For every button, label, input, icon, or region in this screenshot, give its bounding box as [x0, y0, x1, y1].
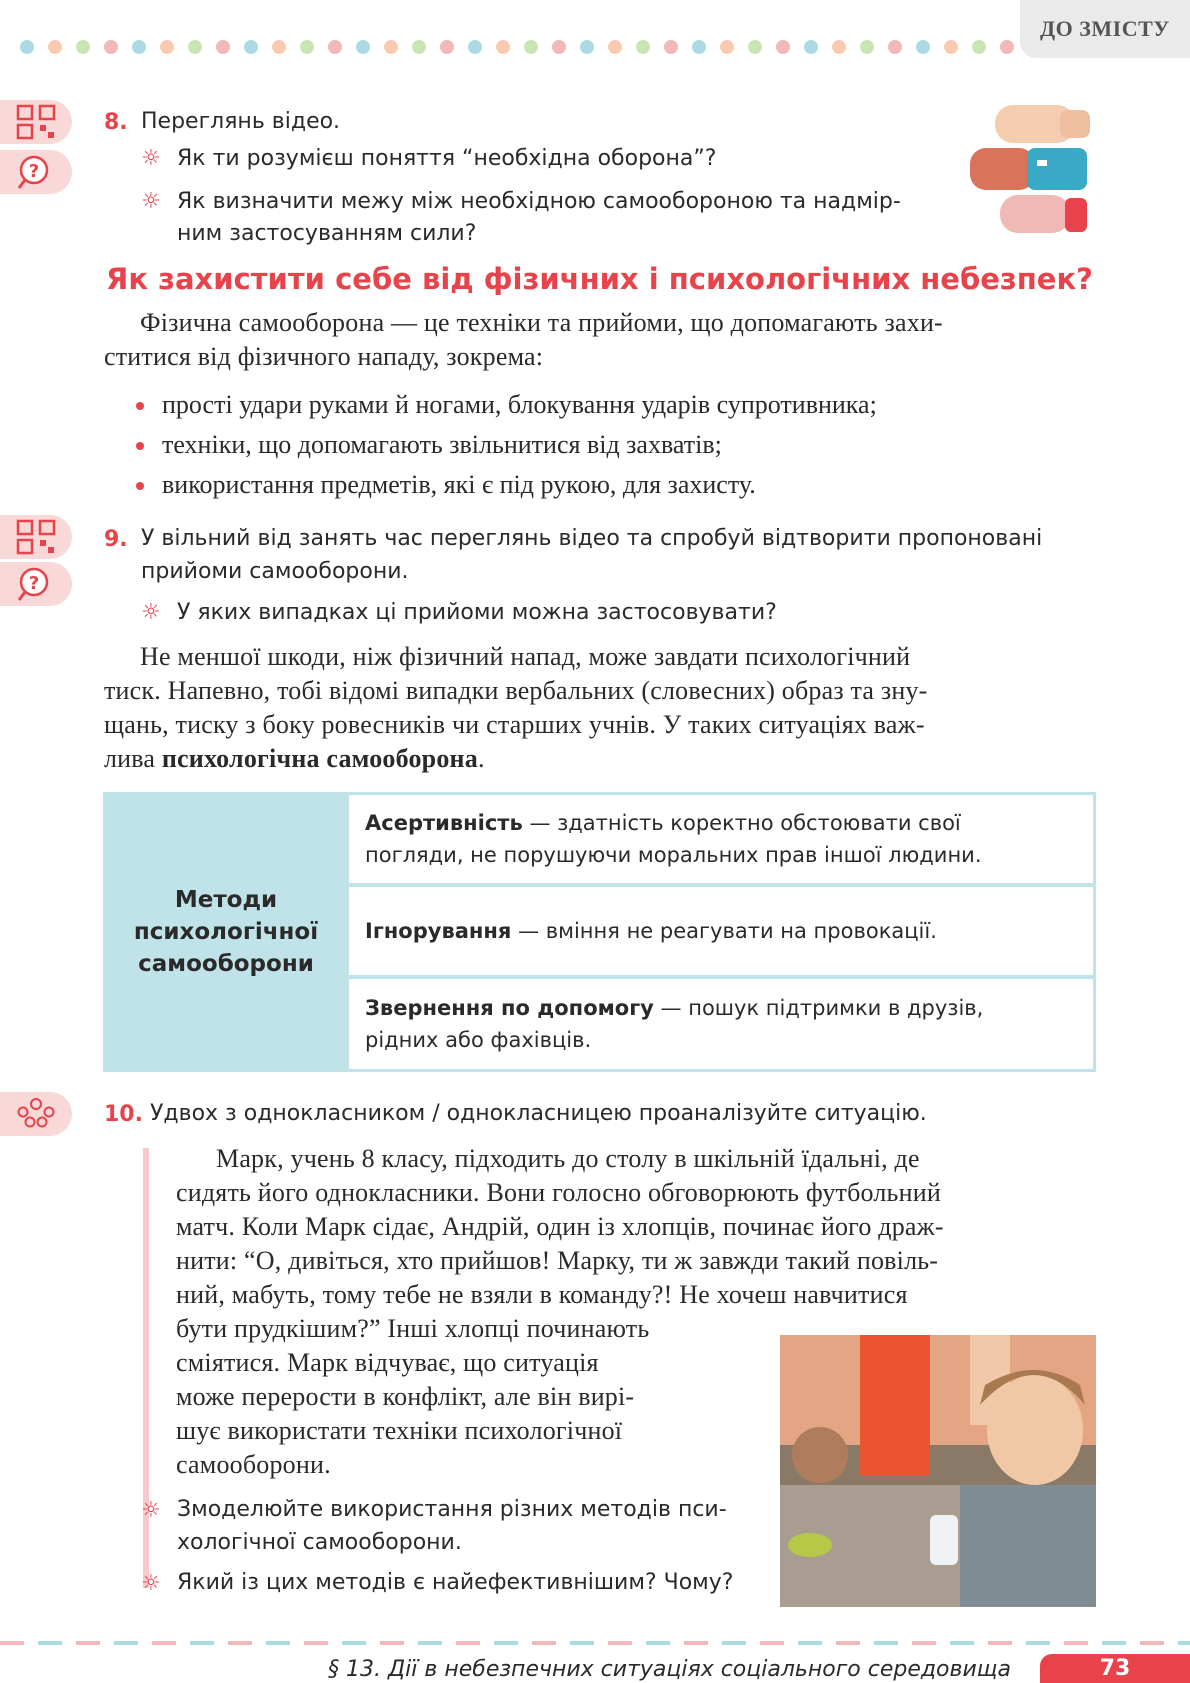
border-dot [300, 40, 314, 54]
task-10-question-2: Який із цих методів є найефективнішим? Чому? [177, 1570, 734, 1595]
border-dot [692, 40, 706, 54]
border-dot [132, 40, 146, 54]
bullet-star-icon: ☼ [141, 1498, 161, 1523]
border-dot [776, 40, 790, 54]
story-line-5: ний, мабуть, тому тебе не взяли в команду?! Не хочеш навчитися [176, 1280, 908, 1309]
bullet-star-icon: ☼ [141, 1571, 161, 1596]
border-dot [356, 40, 370, 54]
border-dot [384, 40, 398, 54]
border-dot [580, 40, 594, 54]
border-dot [440, 40, 454, 54]
svg-text:?: ? [28, 573, 40, 594]
border-dot [412, 40, 426, 54]
question-tab [0, 562, 72, 606]
task-8-text: Переглянь відео. [141, 109, 341, 134]
border-dot [636, 40, 650, 54]
border-dot [944, 40, 958, 54]
bottom-dashed-border [0, 1641, 1190, 1645]
task-10-text: Удвох з однокласником / однокласницею проаналізуйте ситуацію. [150, 1101, 927, 1126]
border-dot [608, 40, 622, 54]
chapter-footer: § 13. Дії в небезпечних ситуаціях соціального середовища [328, 1657, 1011, 1682]
qr-code-icon [16, 519, 56, 555]
qr-video-tab[interactable] [0, 100, 72, 144]
task-number-9: 9. [104, 527, 128, 552]
task-10-question-1: Змоделюйте використання різних методів пси- [177, 1497, 727, 1522]
border-dot [888, 40, 902, 54]
pressure-line-2: тиск. Напевно, тобі відомі випадки вербальних (словесних) образ та зну- [104, 676, 928, 705]
pressure-line-4: лива психологічна самооборона. [104, 744, 485, 773]
cafeteria-photo [780, 1335, 1096, 1607]
key-term: психологічна самооборона [161, 744, 478, 773]
border-dot [524, 40, 538, 54]
intro-line-1: Фізична самооборона — це техніки та прийоми, що допомагають захи- [140, 308, 943, 337]
fists-illustration [965, 100, 1095, 240]
qr-video-tab[interactable] [0, 515, 72, 559]
border-dot [48, 40, 62, 54]
question-magnifier-icon [16, 153, 56, 191]
story-line-1: Марк, учень 8 класу, підходить до столу в шкільній їдальні, де [216, 1144, 920, 1173]
group-people-icon [15, 1096, 57, 1132]
method-asking-help: Звернення по допомогу — пошук підтримки в друзів, рідних або фахівців. [349, 979, 1093, 1069]
task-number-8: 8. [104, 110, 128, 135]
task-9-line-1: У вільний від занять час переглянь відео та спробуй відтворити пропоновані [141, 526, 1043, 551]
self-defense-list [134, 385, 877, 505]
bullet-star-icon: ☼ [141, 146, 161, 171]
list-item: прості удари руками й ногами, блокування ударів супротивника; [134, 385, 877, 425]
methods-table [103, 792, 1096, 1072]
bullet-star-icon: ☼ [141, 600, 161, 625]
task-8-question-2-cont: ним застосуванням сили? [177, 221, 477, 246]
border-dot [720, 40, 734, 54]
task-8-question-2: Як визначити межу між необхідною самообороною та надмір- [177, 189, 901, 214]
story-line-4: нити: “О, дивіться, хто прийшов! Марку, ти ж завжди такий повіль- [176, 1246, 939, 1275]
border-dot [972, 40, 986, 54]
method-assertiveness: Асертивність — здатність коректно обстоювати свої погляди, не порушуючи моральних прав іншої людини. [349, 795, 1093, 883]
top-dotted-border [20, 40, 1020, 56]
question-magnifier-icon [16, 565, 56, 603]
border-dot [104, 40, 118, 54]
story-line-2: сидять його однокласники. Вони голосно обговорюють футбольний [176, 1178, 941, 1207]
list-item: техніки, що допомагають звільнитися від захватів; [134, 425, 877, 465]
method-ignoring: Ігнорування — вміння не реагувати на провокації. [349, 887, 1093, 975]
border-dot [76, 40, 90, 54]
border-dot [244, 40, 258, 54]
border-dot [552, 40, 566, 54]
story-line-7: сміятися. Марк відчуває, що ситуація [176, 1348, 599, 1377]
border-dot [664, 40, 678, 54]
border-dot [1000, 40, 1014, 54]
pressure-line-3: щань, тиску з боку ровесників чи старших учнів. У таких ситуаціях важ- [104, 710, 925, 739]
border-dot [860, 40, 874, 54]
border-dot [468, 40, 482, 54]
svg-text:?: ? [28, 161, 40, 182]
border-dot [188, 40, 202, 54]
story-line-10: самооборони. [176, 1450, 331, 1479]
border-dot [748, 40, 762, 54]
table-of-contents-button[interactable]: ДО ЗМІСТУ [1020, 0, 1190, 58]
intro-line-2: ститися від фізичного нападу, зокрема: [104, 342, 544, 371]
task-9-question: У яких випадках ці прийоми можна застосовувати? [177, 600, 777, 625]
task-9-line-2: прийоми самооборони. [141, 559, 409, 584]
question-tab [0, 150, 72, 194]
border-dot [916, 40, 930, 54]
border-dot [496, 40, 510, 54]
border-dot [20, 40, 34, 54]
methods-title: Методи психологічної самооборони [133, 887, 319, 977]
border-dot [832, 40, 846, 54]
qr-code-icon [16, 104, 56, 140]
pressure-line-1: Не меншої шкоди, ніж фізичний напад, може завдати психологічний [140, 642, 911, 671]
page-number: 73 [1040, 1654, 1190, 1683]
task-10-question-1-cont: хологічної самооборони. [177, 1530, 462, 1555]
bullet-star-icon: ☼ [141, 189, 161, 214]
story-line-9: шує використати техніки психологічної [176, 1416, 623, 1445]
story-line-3: матч. Коли Марк сідає, Андрій, один із хлопців, починає його драж- [176, 1212, 944, 1241]
border-dot [272, 40, 286, 54]
border-dot [804, 40, 818, 54]
story-line-6: бути прудкішим?” Інші хлопці починають [176, 1314, 650, 1343]
pair-work-tab [0, 1092, 72, 1136]
task-8-question-1: Як ти розумієш поняття “необхідна оборона”? [177, 146, 717, 171]
list-item: використання предметів, які є під рукою, для захисту. [134, 465, 877, 505]
border-dot [216, 40, 230, 54]
task-number-10: 10. [104, 1102, 143, 1127]
border-dot [160, 40, 174, 54]
section-heading: Як захистити себе від фізичних і психологічних небезпек? [106, 262, 1093, 296]
story-line-8: може перерости в конфлікт, але він вирі- [176, 1382, 635, 1411]
border-dot [328, 40, 342, 54]
